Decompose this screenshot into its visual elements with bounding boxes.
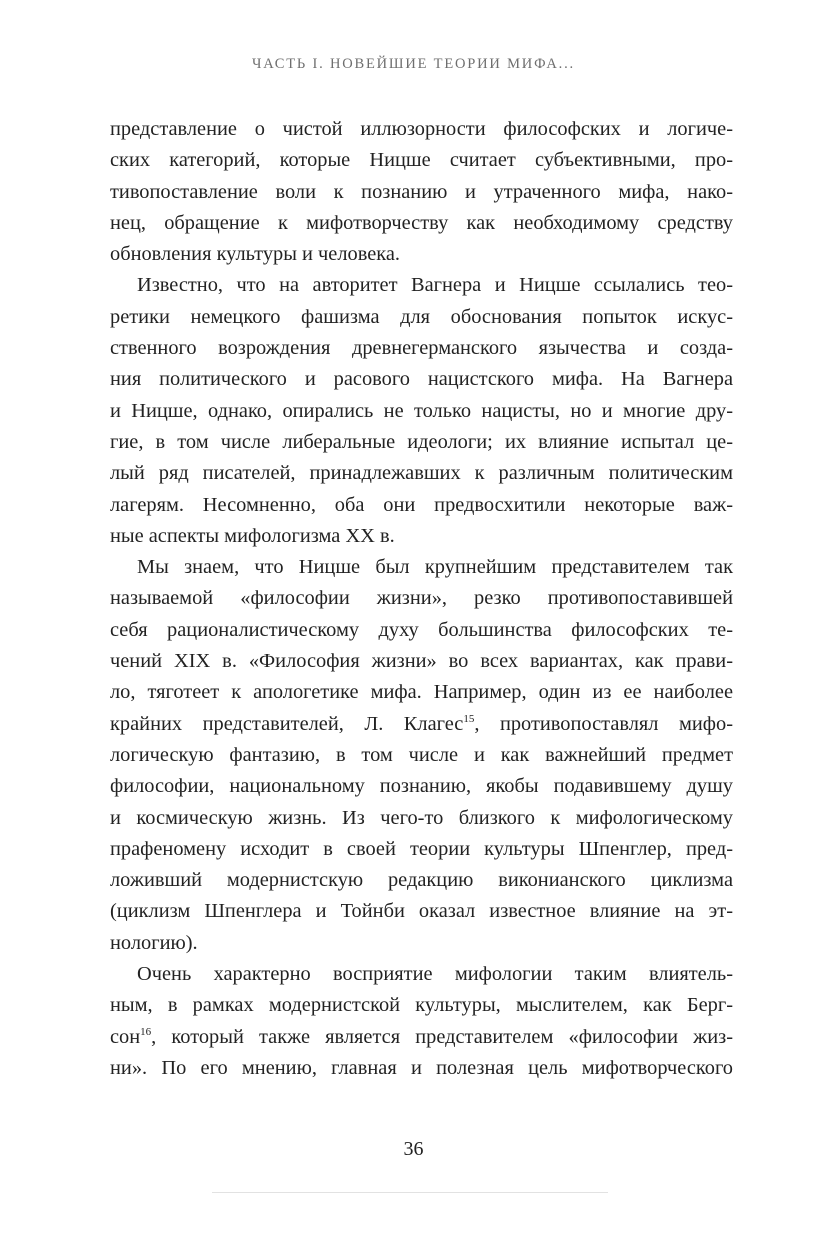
text-line: лагерям. Несомненно, оба они предвосхитили некоторые важ- <box>110 493 733 516</box>
body-text <box>110 114 733 1084</box>
text-line: логическую фантазию, в том числе и как важнейший предмет <box>110 743 733 766</box>
line-text: , который также является представителем «философии жиз- <box>151 1025 733 1048</box>
text-line: ретики немецкого фашизма для обоснования попыток искус- <box>110 305 733 328</box>
paragraph-3 <box>110 552 733 959</box>
text-line: ния политического и расового нацистского мифа. На Вагнера <box>110 368 733 391</box>
text-line: представление о чистой иллюзорности философских и логиче- <box>110 118 733 140</box>
text-line: ложивший модернистскую редакцию виконианского циклизма <box>110 869 733 892</box>
text-line: ные аспекты мифологизма XX в. <box>110 524 395 547</box>
line-text: сон <box>110 1025 141 1048</box>
text-line: гие, в том числе либеральные идеологи; их влияние испытал це- <box>110 430 733 453</box>
line-text: , противопоставлял мифо- <box>474 712 733 735</box>
page-number: 36 <box>403 1138 424 1160</box>
text-line: лый ряд писателей, принадлежавших к различным политическим <box>110 462 733 485</box>
text-line: нец, обращение к мифотворчеству как необходимому средству <box>110 211 733 234</box>
footnote-ref[interactable]: 15 <box>463 712 475 725</box>
text-line: тивопоставление воли к познанию и утраченного мифа, нако- <box>110 180 733 203</box>
text-line: философии, национальному познанию, якобы подавившему душу <box>110 775 733 798</box>
text-line: себя рационалистическому духу большинства философских те- <box>110 618 733 641</box>
text-line: Известно, что на авторитет Вагнера и Ницше ссылались тео- <box>137 274 733 297</box>
text-line-with-footnote <box>110 709 733 740</box>
text-line: (циклизм Шпенглера и Тойнби оказал известное влияние на эт- <box>110 900 733 923</box>
text-line: прафеномену исходит в своей теории культуры Шпенглер, пред- <box>110 837 733 860</box>
paragraph-1 <box>110 114 733 270</box>
paragraph-4 <box>110 959 733 1084</box>
text-line: ских категорий, которые Ницше считает субъективными, про- <box>110 149 733 172</box>
line-text: крайних представителей, Л. Клагес <box>110 712 464 735</box>
paragraph-2 <box>110 270 733 552</box>
text-line: ным, в рамках модернистской культуры, мыслителем, как Берг- <box>110 994 733 1017</box>
footnote-ref[interactable]: 16 <box>140 1025 152 1038</box>
text-line: Мы знаем, что Ницше был крупнейшим представителем так <box>137 556 733 579</box>
text-line: чений XIX в. «Философия жизни» во всех вариантах, как прави- <box>110 650 733 673</box>
running-header: ЧАСТЬ I. НОВЕЙШИЕ ТЕОРИИ МИФА... <box>252 56 575 72</box>
text-line: ло, тяготеет к апологетике мифа. Например, один из ее наиболее <box>110 681 733 704</box>
text-line: ни». По его мнению, главная и полезная цель мифотворческого <box>110 1056 733 1079</box>
text-line: и космическую жизнь. Из чего-то близкого к мифологическому <box>110 806 733 829</box>
text-line: и Ницше, однако, опирались не только нацисты, но и многие дру- <box>110 399 733 422</box>
text-line-with-footnote <box>110 1022 733 1053</box>
text-line: нологию). <box>110 931 198 954</box>
text-line: ственного возрождения древнегерманского язычества и созда- <box>110 337 733 360</box>
footer-divider <box>212 1192 608 1193</box>
text-line: Очень характерно восприятие мифологии таким влиятель- <box>137 963 733 986</box>
text-line: называемой «философии жизни», резко противопоставившей <box>110 587 733 610</box>
text-line: обновления культуры и человека. <box>110 243 400 266</box>
